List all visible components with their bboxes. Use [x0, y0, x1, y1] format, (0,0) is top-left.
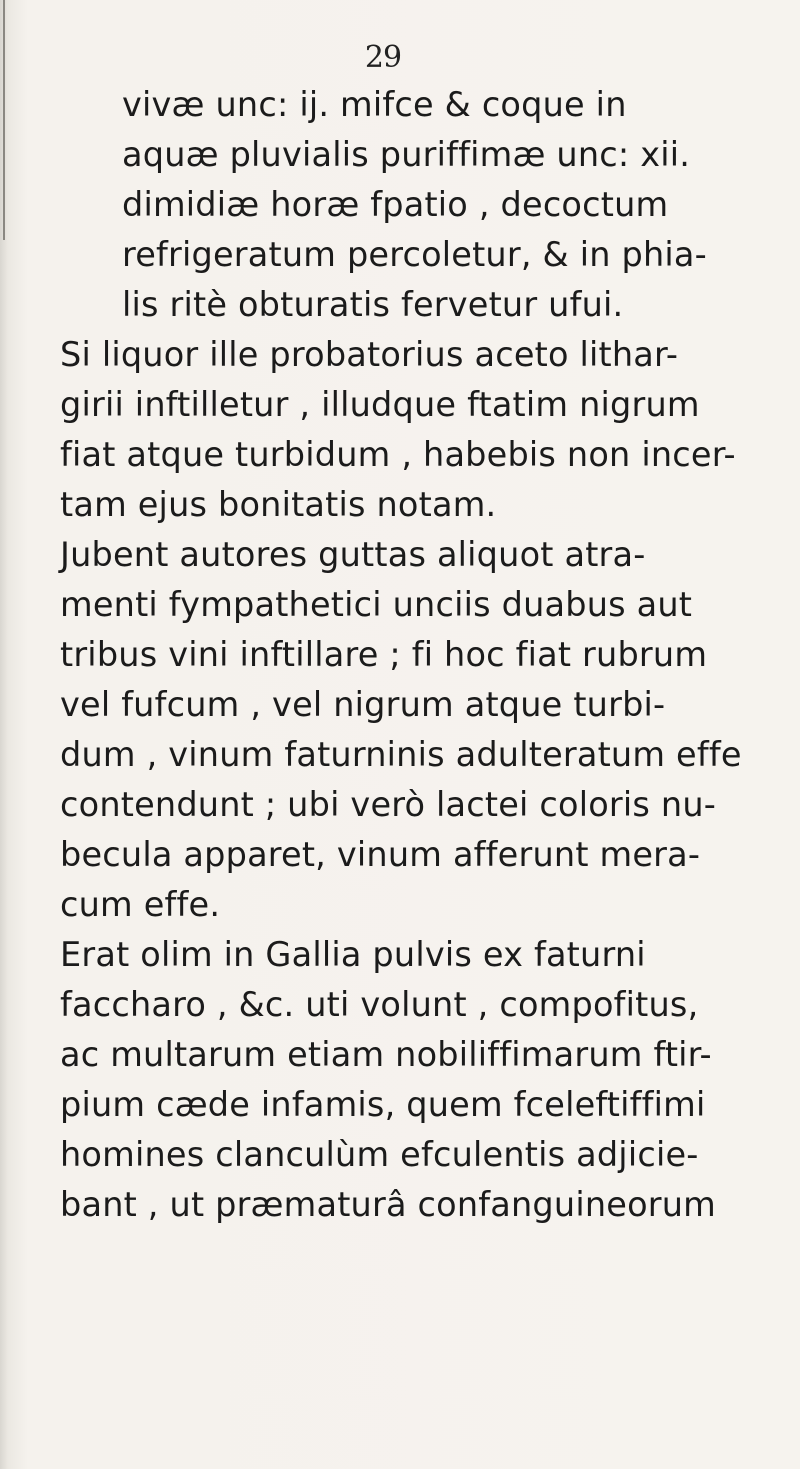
text-line: dum , vinum faturninis adulteratum effe: [60, 735, 742, 774]
text-line: girii inftilletur , illudque ftatim nigrum: [60, 385, 700, 424]
text-line: tribus vini inftillare ; fi hoc fiat rubrum: [60, 635, 708, 674]
text-line: homines clanculùm efculentis adjicie-: [60, 1135, 699, 1174]
text-line: Erat olim in Gallia pulvis ex faturni: [60, 935, 646, 974]
text-line: aquæ pluvialis puriffimæ unc: xii.: [122, 135, 691, 174]
text-line: fiat atque turbidum , habebis non incer-: [60, 435, 736, 474]
text-line: Jubent autores guttas aliquot atra-: [60, 535, 646, 574]
page-number: 29: [364, 40, 402, 75]
text-line: vel fufcum , vel nigrum atque turbi-: [60, 685, 666, 724]
text-line: refrigeratum percoletur, & in phia-: [122, 235, 707, 274]
text-line: lis ritè obturatis fervetur ufui.: [122, 285, 624, 324]
text-line: vivæ unc: ij. mifce & coque in: [122, 85, 627, 124]
text-line: faccharo , &c. uti volunt , compofitus,: [60, 985, 699, 1024]
text-line: Si liquor ille probatorius aceto lithar-: [60, 335, 679, 374]
text-line: menti fympathetici unciis duabus aut: [60, 585, 693, 624]
text-line: bant , ut præmaturâ confanguineorum: [60, 1185, 717, 1224]
text-line: contendunt ; ubi verò lactei coloris nu-: [60, 785, 717, 824]
text-line: ac multarum etiam nobiliffimarum ftir-: [60, 1035, 712, 1074]
text-line: pium cæde infamis, quem fceleftiffimi: [60, 1085, 706, 1124]
text-line: dimidiæ horæ fpatio , decoctum: [122, 185, 669, 224]
text-line: cum effe.: [60, 885, 221, 924]
text-line: tam ejus bonitatis notam.: [60, 485, 497, 524]
text-line: becula apparet, vinum afferunt mera-: [60, 835, 701, 874]
